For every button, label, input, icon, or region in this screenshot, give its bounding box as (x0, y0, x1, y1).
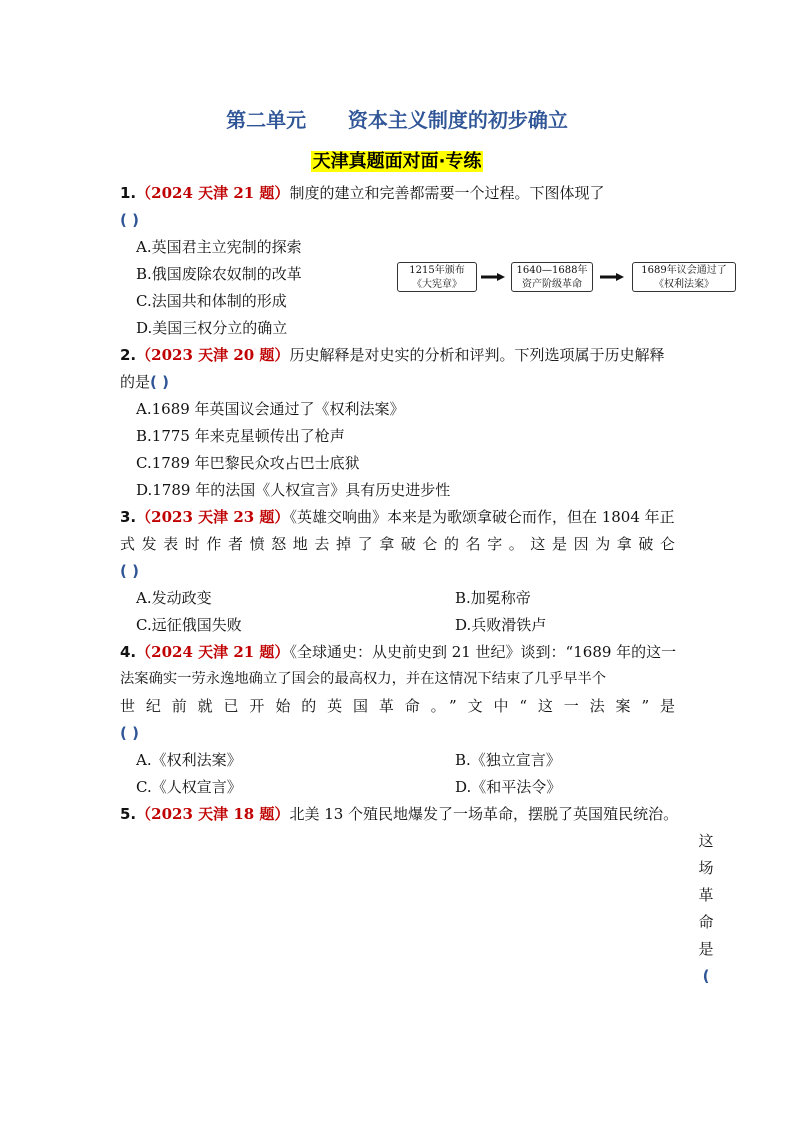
question-number: 1. (120, 184, 137, 202)
question-number: 5. (120, 805, 137, 823)
question-source: （2024 天津 21 题） (136, 184, 290, 202)
flow-box-line: 1689年议会通过了 (641, 265, 727, 276)
question-2-stem-cont (120, 369, 675, 395)
flow-box-line: 资产阶级革命 (522, 279, 582, 290)
question-2-stem (120, 342, 675, 368)
question-3-answer-paren (120, 558, 675, 584)
question-5-answer-paren: ( (702, 967, 710, 985)
question-5-vertical-char: 这 (698, 832, 714, 850)
question-2-option-a: A.1689 年英国议会通过了《权利法案》 (136, 400, 405, 418)
question-1-option-c: C.法国共和体制的形成 (136, 292, 287, 310)
question-3-option-a: A.发动政变 (136, 589, 212, 607)
question-text: 制度的建立和完善都需要一个过程。下图体现了 (289, 184, 605, 202)
question-3-option-c: C.远征俄国失败 (136, 616, 242, 634)
question-number: 3. (120, 508, 137, 526)
question-5-vertical-char: 是 (698, 940, 714, 958)
question-4-option-c: C.《人权宣言》 (136, 778, 242, 796)
question-text: 北美 13 个殖民地爆发了一场革命，摆脱了英国殖民统治。 (289, 805, 679, 823)
question-3-stem-cont: 式发表时作者愤怒地去掉了拿破仑的名字。这是因为拿破仑 (120, 535, 675, 553)
question-2-option-b: B.1775 年来克星顿传出了枪声 (136, 427, 345, 445)
question-4-option-b: B.《独立宣言》 (455, 751, 561, 769)
question-1-option-b: B.俄国废除农奴制的改革 (136, 265, 302, 283)
question-3-stem (120, 504, 675, 530)
question-source: （2023 天津 18 题） (136, 805, 290, 823)
question-5-vertical-char: 革 (698, 886, 714, 904)
question-4-stem-cont2: 世纪前就已开始的英国革命。”文中“这一法案”是 (120, 697, 675, 715)
question-source: （2023 天津 20 题） (136, 346, 290, 364)
question-4-stem (120, 639, 675, 665)
flow-box-revolution (511, 262, 593, 292)
question-5-stem (120, 801, 720, 827)
flow-box-bill-of-rights (632, 262, 736, 292)
flow-box-line: 《权利法案》 (654, 279, 714, 290)
page-title: 第二单元 资本主义制度的初步确立 (226, 108, 568, 132)
question-number: 4. (120, 643, 137, 661)
question-source: （2023 天津 23 题） (136, 508, 290, 526)
question-text: 历史解释是对史实的分析和评判。下列选项属于历史解释 (289, 346, 665, 364)
flow-box-line: 1640—1688年 (516, 265, 588, 276)
arrow-right-icon (600, 273, 624, 281)
question-text: 的是 (120, 373, 151, 391)
question-4-option-a: A.《权利法案》 (136, 751, 242, 769)
flow-box-magna-carta (397, 262, 477, 292)
flow-box-line: 《大宪章》 (412, 279, 462, 290)
answer-blank: ( ) (120, 211, 139, 229)
question-2-option-d: D.1789 年的法国《人权宣言》具有历史进步性 (136, 481, 451, 499)
answer-blank: ( ) (120, 724, 139, 742)
question-1-option-a: A.英国君主立宪制的探索 (136, 238, 302, 256)
question-source: （2024 天津 21 题） (136, 643, 290, 661)
question-3-option-b: B.加冕称帝 (455, 589, 531, 607)
question-1-stem (120, 180, 675, 206)
question-1-flow-diagram (397, 262, 737, 296)
question-1-option-d: D.美国三权分立的确立 (136, 319, 288, 337)
flow-box-line: 1215年颁布 (409, 265, 465, 276)
page-subtitle (0, 147, 794, 173)
answer-blank: ( ) (120, 562, 139, 580)
question-number: 2. (120, 346, 137, 364)
question-4-stem-cont: 法案确实一劳永逸地确立了国会的最高权力，并在这情况下结束了几乎早半个 (120, 671, 607, 687)
answer-blank: ( ) (150, 373, 169, 391)
question-1-answer-paren (120, 207, 675, 233)
arrow-right-icon (481, 273, 505, 281)
question-5-vertical-char: 命 (698, 913, 714, 931)
subtitle-highlight: 天津真题面对面·专练 (312, 151, 482, 172)
question-4-option-d: D.《和平法令》 (455, 778, 562, 796)
question-3-option-d: D.兵败滑铁卢 (455, 616, 547, 634)
question-2-option-c: C.1789 年巴黎民众攻占巴士底狱 (136, 454, 360, 472)
question-4-answer-paren (120, 720, 675, 746)
question-text: 《英雄交响曲》本来是为歌颂拿破仑而作，但在 1804 年正 (289, 508, 675, 526)
question-text: 《全球通史：从史前史到 21 世纪》谈到：“1689 年的这一 (289, 643, 677, 661)
question-5-vertical-char: 场 (698, 859, 714, 877)
